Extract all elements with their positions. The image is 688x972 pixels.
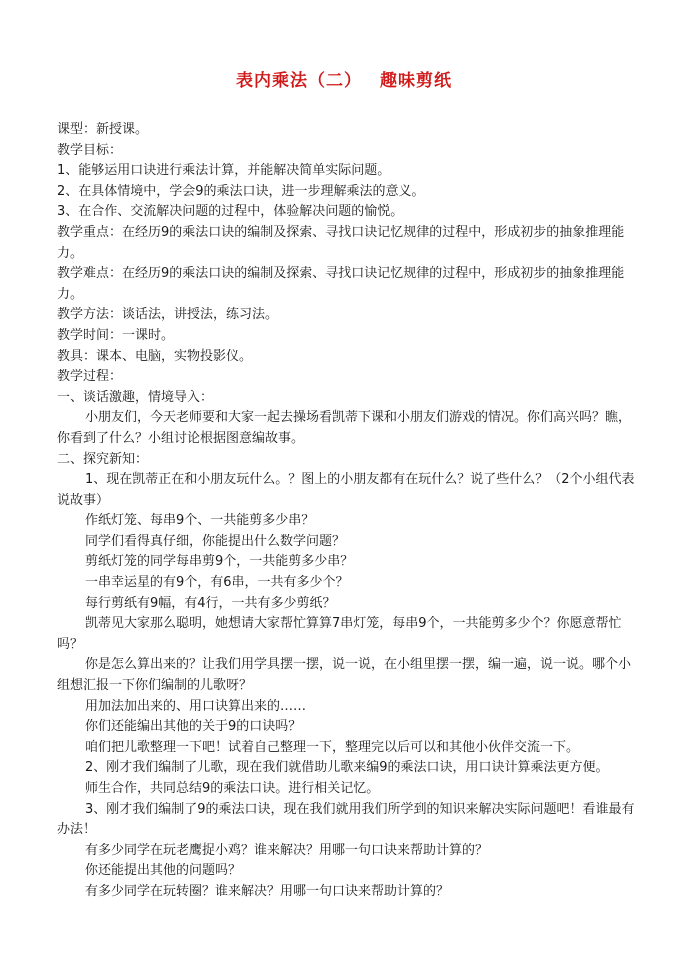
paragraph-line: 作纸灯笼、每串9个、一共能剪多少串？ <box>85 513 315 529</box>
paragraph-line: 你是怎么算出来的？让我们用学具摆一摆，说一说，在小组里摆一摆，编一遍，说一说。哪个小组想汇报一下你们编制的儿歌呀？ <box>57 657 632 694</box>
paragraph-line: 二、探究新知： <box>57 451 149 467</box>
paragraph-line: 教学重点：在经历9的乘法口诀的编制及探索、寻找口诀记忆规律的过程中，形成初步的抽象推理能力。 <box>57 224 625 261</box>
title-main: 表内乘法（二） <box>236 71 362 91</box>
paragraph-line: 教学目标： <box>57 142 123 158</box>
paragraph-line: 你还能提出其他的问题吗？ <box>85 863 242 879</box>
paragraph-line: 凯蒂见大家那么聪明，她想请大家帮忙算算7串灯笼，每串9个，一共能剪多少个？你愿意帮忙吗？ <box>57 616 622 652</box>
paragraph-line: 每行剪纸有9幅，有4行，一共有多少剪纸？ <box>85 595 336 611</box>
paragraph-line: 小朋友们，今天老师要和大家一起去操场看凯蒂下课和小朋友们游戏的情况。你们高兴吗？瞧，你看到了什么？小组讨论根据图意编故事。 <box>57 410 632 446</box>
paragraph-line: 有多少同学在玩老鹰捉小鸡？谁来解决？用哪一句口诀来帮助计算的？ <box>85 842 489 858</box>
paragraph-line: 1、现在凯蒂正在和小朋友玩什么。？图上的小朋友都有在玩什么？说了些什么？（2个小组代表说故事） <box>57 472 635 508</box>
paragraph-line: 2、刚才我们编制了儿歌，现在我们就借助儿歌来编9的乘法口诀，用口诀计算乘法更方便。 <box>85 760 609 776</box>
paragraph-line: 师生合作，共同总结9的乘法口诀。进行相关记忆。 <box>85 781 380 796</box>
paragraph-line: 3、刚才我们编制了9的乘法口诀，现在我们就用我们所学到的知识来解决实际问题吧！看谁最有办法！ <box>57 801 635 838</box>
paragraph-line: 一、谈话激趣，情境导入： <box>57 389 214 405</box>
paragraph-line: 2、在具体情境中，学会9的乘法口诀，进一步理解乘法的意义。 <box>57 183 425 199</box>
paragraph-line: 一串幸运星的有9个，有6串，一共有多少个？ <box>85 575 349 591</box>
paragraph-line: 用加法加出来的、用口诀算出来的…… <box>85 698 307 714</box>
paragraph-line: 教学过程： <box>57 369 123 385</box>
paragraph-line: 3、在合作、交流解决问题的过程中，体验解决问题的愉悦。 <box>57 204 404 220</box>
document-body <box>57 120 637 903</box>
paragraph-line: 课型：新授课。 <box>57 122 149 137</box>
title-sub: 趣味剪纸 <box>380 71 452 91</box>
page-title <box>0 66 688 91</box>
paragraph-line: 教学时间：一课时。 <box>57 327 175 343</box>
paragraph-line: 咱们把儿歌整理一下吧！试着自己整理一下，整理完以后可以和其他小伙伴交流一下。 <box>85 739 580 755</box>
paragraph-line: 教学难点：在经历9的乘法口诀的编制及探索、寻找口诀记忆规律的过程中，形成初步的抽象推理能力。 <box>57 266 625 302</box>
paragraph-line: 你们还能编出其他的关于9的口诀吗？ <box>85 719 302 735</box>
paragraph-line: 同学们看得真仔细，你能提出什么数学问题？ <box>85 533 346 549</box>
paragraph-line: 教学方法：谈话法，讲授法，练习法。 <box>57 307 279 323</box>
paragraph-line: 1、能够运用口诀进行乘法计算，并能解决简单实际问题。 <box>57 163 391 179</box>
paragraph-line: 有多少同学在玩转圈？谁来解决？用哪一句口诀来帮助计算的？ <box>85 883 450 899</box>
paragraph-line: 教具：课本、电脑，实物投影仪。 <box>57 348 253 364</box>
paragraph-line: 剪纸灯笼的同学每串剪9个，一共能剪多少串？ <box>85 554 354 570</box>
